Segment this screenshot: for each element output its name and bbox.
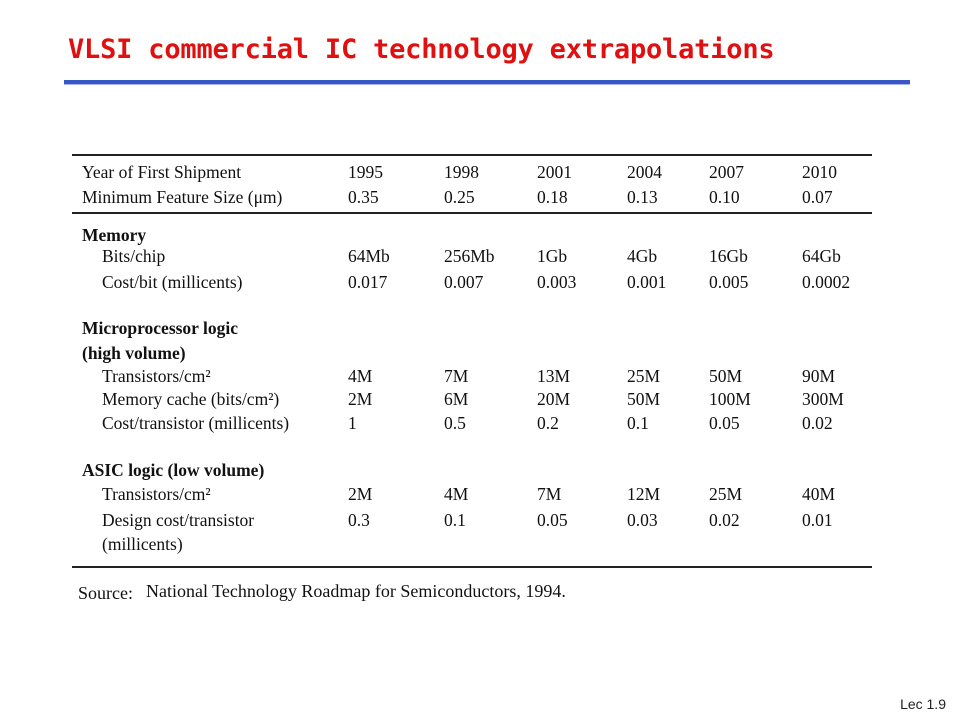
micro-cell: 50M xyxy=(709,366,743,386)
micro-cell: 90M xyxy=(802,366,836,386)
asic-cell: 7M xyxy=(537,484,562,504)
memory-cell: 0.017 xyxy=(348,272,388,292)
memory-row-label: Cost/bit (millicents) xyxy=(102,272,243,292)
micro-cell: 4M xyxy=(348,366,373,386)
feature-size-cell: 0.13 xyxy=(627,187,658,207)
memory-heading: Memory xyxy=(82,225,147,245)
micro-row-label: Transistors/cm² xyxy=(102,366,211,386)
micro-cell: 0.02 xyxy=(802,413,833,433)
source-text: National Technology Roadmap for Semiconductors, 1994. xyxy=(146,581,566,601)
memory-cell: 0.007 xyxy=(444,272,484,292)
asic-cell: 2M xyxy=(348,484,373,504)
micro-heading-sub: (high volume) xyxy=(82,343,186,363)
source-label: Source: xyxy=(78,583,133,603)
micro-cell: 0.5 xyxy=(444,413,466,433)
asic-row-label-cont: (millicents) xyxy=(102,534,183,554)
micro-cell: 6M xyxy=(444,389,469,409)
memory-cell: 0.0002 xyxy=(802,272,851,292)
feature-size-cell: 0.07 xyxy=(802,187,833,207)
micro-row-label: Memory cache (bits/cm²) xyxy=(102,389,280,409)
table-top-rule xyxy=(72,154,872,156)
micro-cell: 100M xyxy=(709,389,751,409)
slide-title: VLSI commercial IC technology extrapolations xyxy=(68,34,775,65)
micro-cell: 0.1 xyxy=(627,413,649,433)
asic-cell: 25M xyxy=(709,484,743,504)
memory-cell: 64Gb xyxy=(802,246,841,266)
micro-cell: 25M xyxy=(627,366,661,386)
memory-cell: 16Gb xyxy=(709,246,748,266)
memory-cell: 256Mb xyxy=(444,246,495,266)
year-cell: 2010 xyxy=(802,162,837,182)
asic-cell: 0.01 xyxy=(802,510,833,530)
table-bottom-rule xyxy=(72,566,872,568)
micro-row-label: Cost/transistor (millicents) xyxy=(102,413,290,433)
asic-cell: 12M xyxy=(627,484,661,504)
asic-cell: 0.02 xyxy=(709,510,740,530)
asic-cell: 0.1 xyxy=(444,510,466,530)
year-cell: 1998 xyxy=(444,162,479,182)
micro-cell: 300M xyxy=(802,389,844,409)
micro-cell: 50M xyxy=(627,389,661,409)
micro-cell: 7M xyxy=(444,366,469,386)
asic-cell: 0.03 xyxy=(627,510,658,530)
memory-cell: 64Mb xyxy=(348,246,390,266)
memory-cell: 1Gb xyxy=(537,246,568,266)
micro-cell: 0.2 xyxy=(537,413,559,433)
memory-cell: 0.003 xyxy=(537,272,577,292)
memory-row-label: Bits/chip xyxy=(102,246,166,266)
asic-cell: 40M xyxy=(802,484,836,504)
title-underline xyxy=(64,80,910,85)
year-cell: 1995 xyxy=(348,162,383,182)
asic-cell: 0.3 xyxy=(348,510,370,530)
asic-cell: 4M xyxy=(444,484,469,504)
micro-heading: Microprocessor logic xyxy=(82,318,239,338)
memory-cell: 4Gb xyxy=(627,246,658,266)
year-row-label: Year of First Shipment xyxy=(82,162,242,182)
micro-cell: 0.05 xyxy=(709,413,740,433)
memory-cell: 0.001 xyxy=(627,272,667,292)
feature-size-cell: 0.10 xyxy=(709,187,740,207)
year-cell: 2004 xyxy=(627,162,662,182)
table-header-rule xyxy=(72,212,872,214)
year-cell: 2001 xyxy=(537,162,572,182)
feature-size-cell: 0.35 xyxy=(348,187,379,207)
slide-number: Lec 1.9 xyxy=(900,696,946,712)
year-cell: 2007 xyxy=(709,162,744,182)
micro-cell: 1 xyxy=(348,413,357,433)
feature-size-cell: 0.18 xyxy=(537,187,568,207)
micro-cell: 2M xyxy=(348,389,373,409)
micro-cell: 13M xyxy=(537,366,571,386)
memory-cell: 0.005 xyxy=(709,272,749,292)
asic-cell: 0.05 xyxy=(537,510,568,530)
asic-row-label: Design cost/transistor xyxy=(102,510,255,530)
asic-row-label: Transistors/cm² xyxy=(102,484,211,504)
feature-size-cell: 0.25 xyxy=(444,187,475,207)
micro-cell: 20M xyxy=(537,389,571,409)
feature-size-label: Minimum Feature Size (μm) xyxy=(82,187,283,207)
asic-heading: ASIC logic (low volume) xyxy=(82,460,265,480)
